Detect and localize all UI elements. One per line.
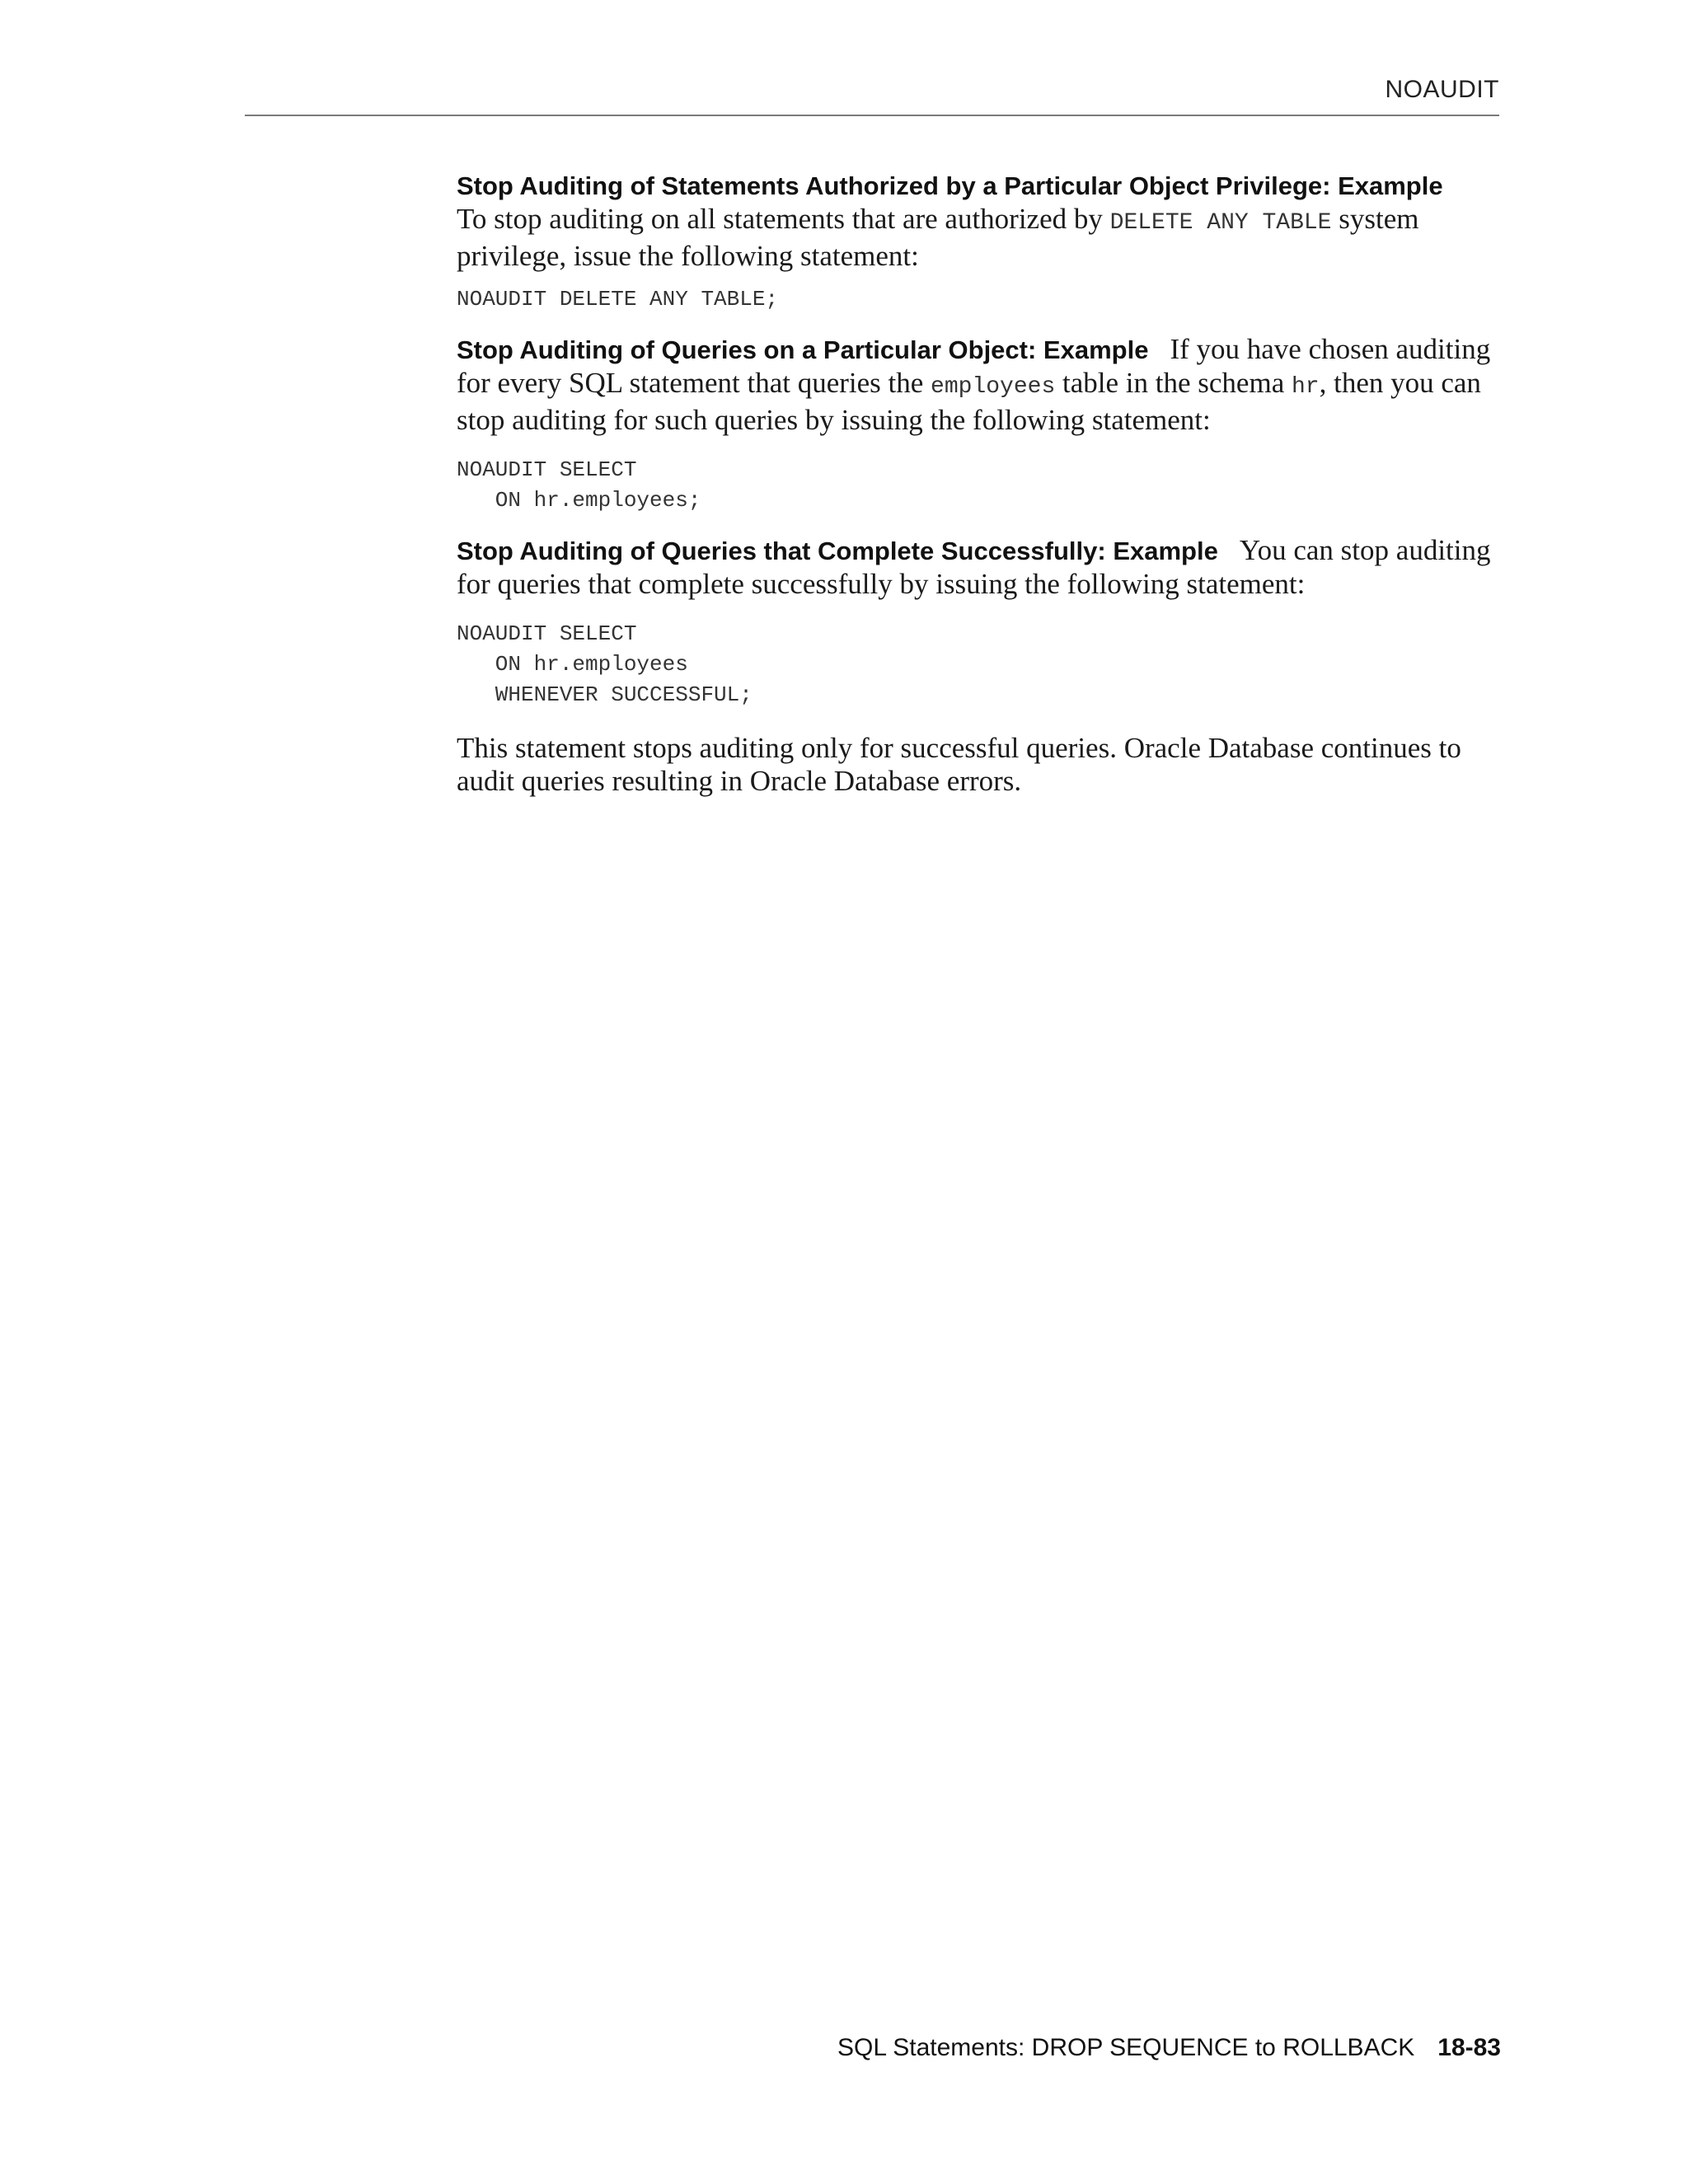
section-heading: Stop Auditing of Statements Authorized by a Particular Object Privilege: Example (457, 171, 1443, 200)
code-example: NOAUDIT DELETE ANY TABLE; (457, 287, 779, 312)
code-example: NOAUDIT SELECT ON hr.employees; (457, 457, 701, 513)
paragraph-text: , then you can stop auditing for such queries by issuing the following statement: (457, 367, 1481, 436)
closing-paragraph: This statement stops auditing only for successful queries. Oracle Database continues to audit queries resulting in Oracle Database errors. (457, 732, 1461, 797)
footer-page-number: 18-83 (1437, 2034, 1501, 2061)
inline-code: employees (931, 374, 1056, 400)
inline-code: DELETE ANY TABLE (1109, 210, 1332, 236)
section-particular-object (457, 333, 1503, 516)
paragraph-text: To stop auditing on all statements that are authorized by (457, 203, 1110, 235)
paragraph-text: If you have chosen auditing for every SQL statement that queries the (457, 333, 1491, 399)
code-example: NOAUDIT SELECT ON hr.employees WHENEVER SUCCESSFUL; (457, 621, 753, 707)
section-heading: Stop Auditing of Queries that Complete Successfully: Example (457, 537, 1218, 565)
section-paragraph (457, 203, 1503, 273)
section-paragraph (457, 534, 1503, 601)
inline-code: hr (1291, 374, 1320, 400)
page-content (457, 170, 1503, 798)
paragraph-text: You can stop auditing for queries that complete successfully by issuing the following statement: (457, 534, 1491, 600)
section-complete-successfully (457, 534, 1503, 710)
page-footer (837, 2034, 1501, 2062)
page-header-title: NOAUDIT (1385, 76, 1499, 103)
paragraph-text: table in the schema (1055, 367, 1292, 399)
header-divider (245, 115, 1499, 116)
section-heading: Stop Auditing of Queries on a Particular Object: Example (457, 335, 1149, 364)
section-object-privilege (457, 170, 1503, 315)
paragraph-text: system privilege, issue the following statement: (457, 203, 1419, 272)
section-paragraph (457, 333, 1503, 437)
footer-book-section: SQL Statements: DROP SEQUENCE to ROLLBACK (837, 2034, 1415, 2061)
